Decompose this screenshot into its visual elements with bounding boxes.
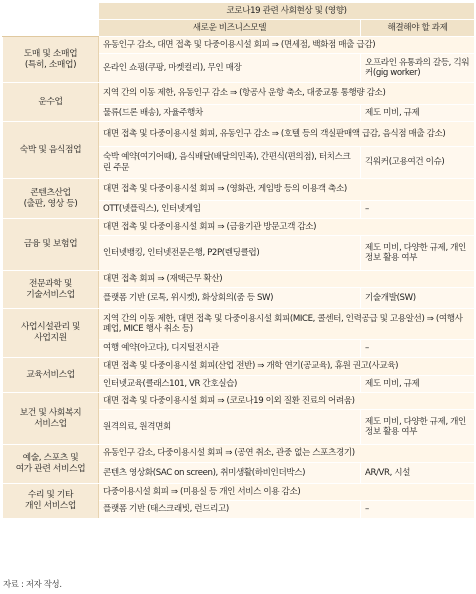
- task-to-solve: 제도 미비, 규제: [361, 376, 475, 393]
- business-model: OTT(넷플릭스), 인터넷게임: [99, 201, 361, 219]
- industry-name: 교육서비스업: [3, 358, 99, 393]
- business-model: 인터넷뱅킹, 인터넷전문은행, P2P(렌딩클럽): [99, 236, 361, 271]
- business-model: 콘텐츠 영상화(SAC on screen), 취미생활(하비인더박스): [99, 463, 361, 484]
- business-model: 물류(드론 배송), 자율주행차: [99, 105, 361, 122]
- business-model: 원격의료, 원격면회: [99, 410, 361, 445]
- task-to-solve: –: [361, 201, 475, 219]
- social-impact: 지역 간의 이동 제한, 유동인구 감소 ⇒ (항공사 운항 축소, 대중교통 통행량 감소): [99, 83, 475, 105]
- social-impact: 유동인구 감소, 대면 접촉 및 다중이용시설 회피 ⇒ (면세점, 백화점 매출 급감): [99, 37, 475, 54]
- table-row: [3, 393, 475, 410]
- table-row: [3, 179, 475, 201]
- table-row: [3, 358, 475, 376]
- social-impact: 대면 접촉 및 다중이용시설 회피(산업 전반) ⇒ 개학 연기(공교육), 휴원 권고(사교육): [99, 358, 475, 376]
- covid-business-table: [2, 2, 475, 519]
- task-to-solve: 긱워커(고용여건 이슈): [361, 147, 475, 179]
- task-to-solve: 제도 미비, 규제: [361, 105, 475, 122]
- business-model: 플랫폼 기반 (태스크래빗, 런드리고): [99, 501, 361, 519]
- industry-name: 금융 및 보험업: [3, 219, 99, 271]
- business-model: 온라인 쇼핑(쿠팡, 마켓컬리), 무인 매장: [99, 54, 361, 83]
- header-task: 해결해야 할 과제: [361, 20, 475, 37]
- table-row: [3, 309, 475, 340]
- business-model: 여행 예약(아고다), 디지털전시관: [99, 340, 361, 358]
- table-row: [3, 83, 475, 105]
- social-impact: 다중이용시설 회피 ⇒ (미용실 등 개인 서비스 이용 감소): [99, 484, 475, 501]
- table-row: [3, 219, 475, 236]
- social-impact: 대면 접촉 및 다중이용시설 회피 ⇒ (금융기관 방문고객 감소): [99, 219, 475, 236]
- social-impact: 대면 접촉 및 다중이용시설 회피 ⇒ (영화관, 게임방 등의 이용객 축소): [99, 179, 475, 201]
- industry-name: 숙박 및 음식점업: [3, 122, 99, 179]
- industry-name: 콘텐츠산업 (출판, 영상 등): [3, 179, 99, 219]
- header-corner: [3, 3, 99, 37]
- table-row: [3, 445, 475, 463]
- header-title: 코로나19 관련 사회현상 및 (영향): [99, 3, 475, 20]
- social-impact: 지역 간의 이동 제한, 대면 접촉 및 다중이용시설 회피(MICE, 콜센터, 인력공급 및 고용알선) ⇒ (여행사 폐업, MICE 행사 취소 등): [99, 309, 475, 340]
- industry-name: 예술, 스포츠 및 여가 관련 서비스업: [3, 445, 99, 484]
- industry-name: 운수업: [3, 83, 99, 122]
- task-to-solve: 기술개발(SW): [361, 288, 475, 309]
- header-new-model: 새로운 비즈니스모델: [99, 20, 361, 37]
- table-row: [3, 37, 475, 54]
- business-model: 숙박 예약(여기어때), 음식배달(배달의민족), 간편식(편의점), 터치스크린 주문: [99, 147, 361, 179]
- social-impact: 대면 접촉 회피 ⇒ (재택근무 확산): [99, 271, 475, 288]
- table-row: [3, 271, 475, 288]
- task-to-solve: 제도 미비, 다양한 규제, 개인정보 활용 여부: [361, 236, 475, 271]
- industry-name: 도매 및 소매업 (특히, 소매업): [3, 37, 99, 83]
- industry-name: 전문과학 및 기술서비스업: [3, 271, 99, 309]
- table-row: [3, 122, 475, 147]
- table-body: [3, 37, 475, 519]
- task-to-solve: 제도 미비, 다양한 규제, 개인정보 활용 여부: [361, 410, 475, 445]
- task-to-solve: –: [361, 501, 475, 519]
- task-to-solve: –: [361, 340, 475, 358]
- social-impact: 대면 접촉 및 다중이용시설 회피, 유동인구 감소 ⇒ (호텔 등의 객실판매액 급감, 음식점 매출 감소): [99, 122, 475, 147]
- industry-name: 사업시설관리 및 사업지원: [3, 309, 99, 358]
- social-impact: 유동인구 감소, 다중이용시설 회피 ⇒ (공연 취소, 관중 없는 스포츠경기): [99, 445, 475, 463]
- business-model: 인터넷교육(클래스101, VR 간호실습): [99, 376, 361, 393]
- table-row: [3, 484, 475, 501]
- industry-name: 보건 및 사회복지 서비스업: [3, 393, 99, 445]
- source-note: 자료 : 저자 작성.: [3, 579, 62, 589]
- social-impact: 대면 접촉 및 다중이용시설 회피 ⇒ (코로나19 이외 질환 진료의 어려움): [99, 393, 475, 410]
- task-to-solve: 오프라인 유통과의 갈등, 긱워커(gig worker): [361, 54, 475, 83]
- industry-name: 수리 및 기타 개인 서비스업: [3, 484, 99, 519]
- business-model: 플랫폼 기반 (로톡, 위시켓), 화상회의(줌 등 SW): [99, 288, 361, 309]
- task-to-solve: AR/VR, 시설: [361, 463, 475, 484]
